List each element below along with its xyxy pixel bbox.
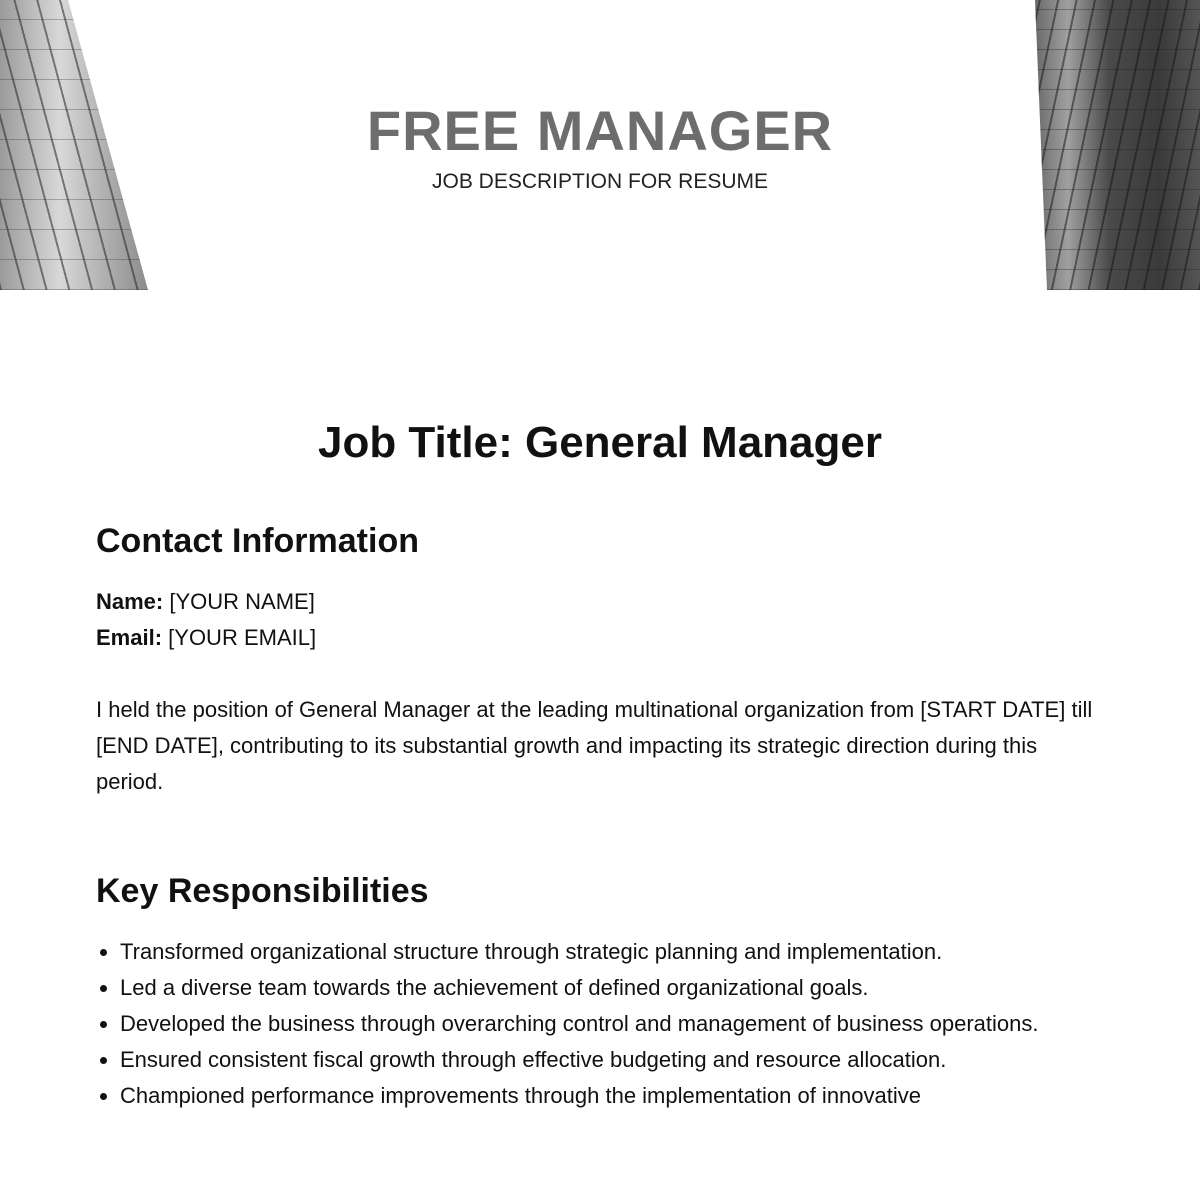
document-body — [96, 518, 1106, 1114]
contact-info — [96, 584, 1106, 656]
list-item: • Championed performance improvements through the implementation of innovative — [120, 1078, 1106, 1114]
list-item: • Developed the business through overarching control and management of business operations. — [120, 1006, 1106, 1042]
name-line — [96, 584, 1106, 620]
email-line — [96, 620, 1106, 656]
name-value: [YOUR NAME] — [169, 589, 315, 614]
contact-heading: Contact Information — [96, 522, 419, 560]
email-value: [YOUR EMAIL] — [168, 625, 317, 650]
brand-title: FREE MANAGER — [366, 99, 834, 162]
email-label: Email: — [96, 625, 163, 650]
name-label: Name: — [96, 589, 164, 614]
job-title: Job Title: General Manager — [317, 418, 882, 467]
summary-paragraph: I held the position of General Manager at the leading multinational organization from [START DATE] till [END DATE], contributing to its substantial growth and impacting its strategic direction during this period. — [96, 697, 1093, 794]
list-item: • Ensured consistent fiscal growth through effective budgeting and resource allocation. — [120, 1042, 1106, 1078]
responsibilities-heading: Key Responsibilities — [96, 872, 429, 910]
brand-subtitle: JOB DESCRIPTION FOR RESUME — [431, 170, 769, 193]
list-item: • Led a diverse team towards the achievement of defined organizational goals. — [120, 970, 1106, 1006]
responsibilities-list — [96, 934, 1106, 1114]
list-item: • Transformed organizational structure through strategic planning and implementation. — [120, 934, 1106, 970]
